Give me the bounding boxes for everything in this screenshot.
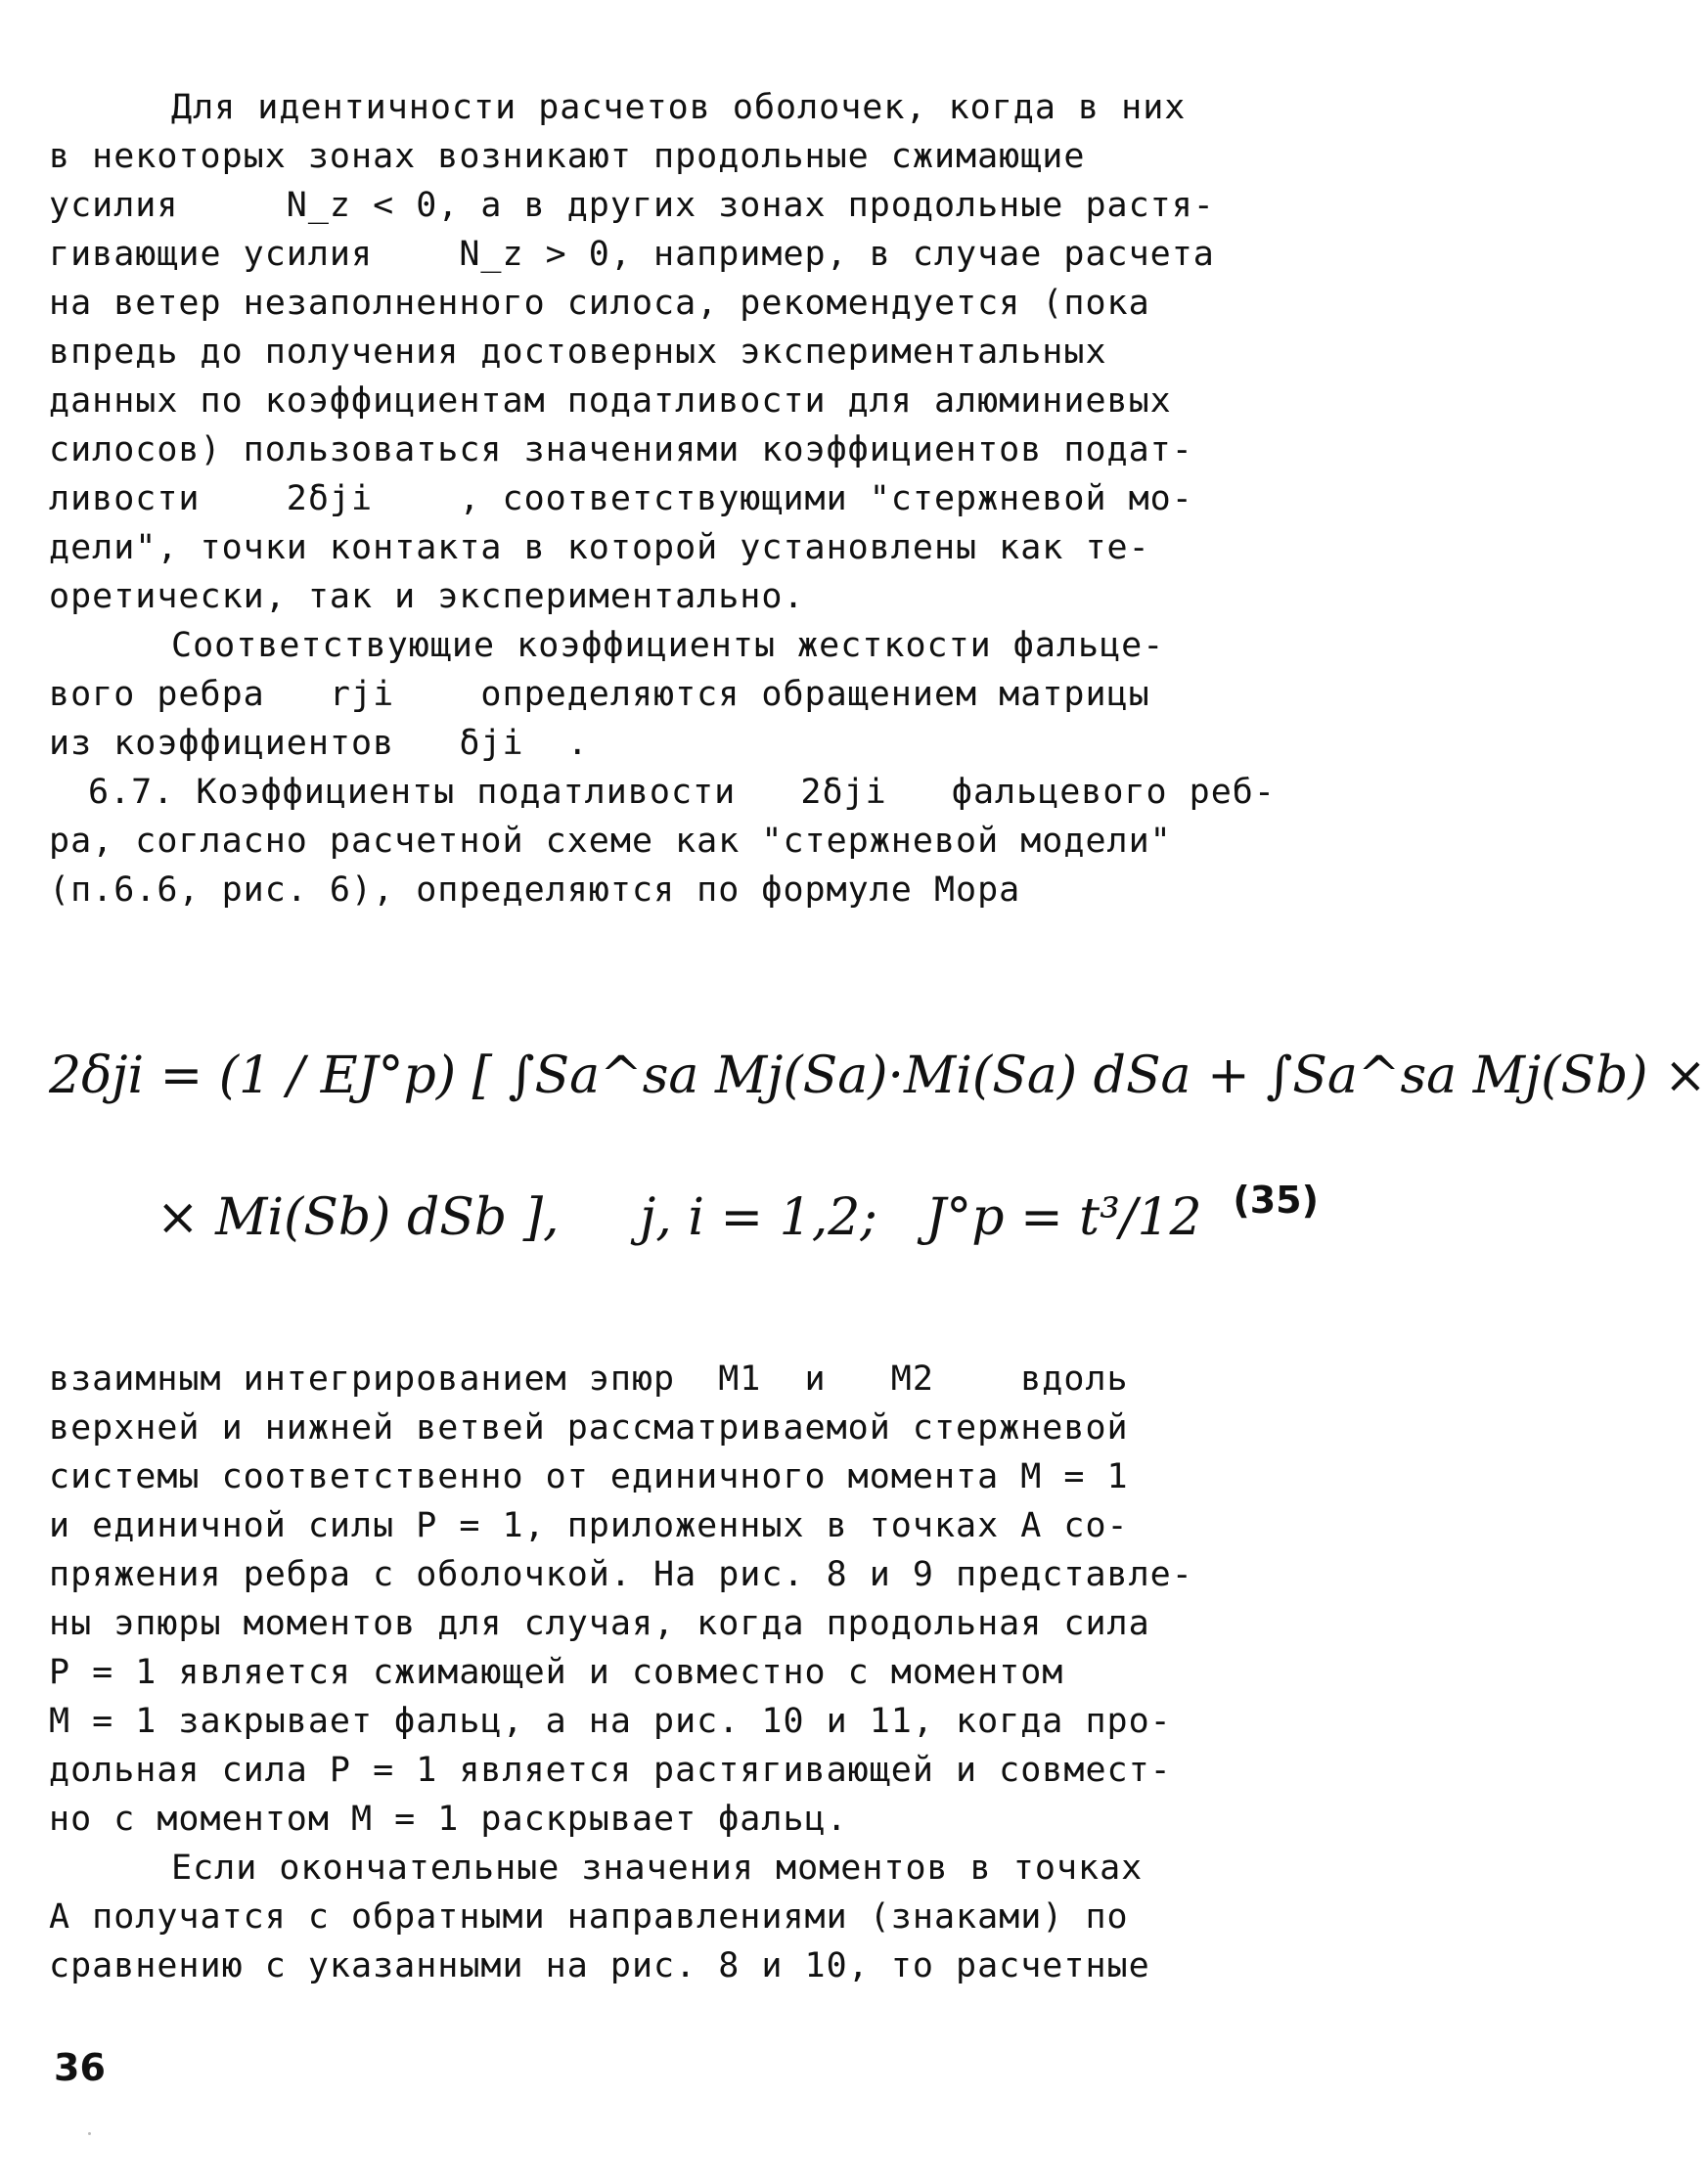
text-line: оретически, так и экспериментально. [49, 577, 805, 616]
text-line: ра, согласно расчетной схеме как "стержневой модели" [49, 822, 1172, 861]
text-line: и единичной силы Р = 1, приложенных в точках А со- [49, 1506, 1129, 1545]
text-line: дольная сила Р = 1 является растягивающей и совмест- [49, 1751, 1172, 1790]
text-line: ливости 2δji , соответствующими "стержневой мо- [49, 479, 1193, 518]
text-line: дели", точки контакта в которой установлены как те- [49, 528, 1150, 567]
equation-number: (35) [1233, 1179, 1319, 1222]
scan-speck [88, 2132, 91, 2135]
text-line: вого ребра rji определяются обращением матрицы [49, 675, 1150, 714]
text-line: Для идентичности расчетов оболочек, когда в них [171, 88, 1187, 127]
paragraph-5 [49, 1844, 1330, 1990]
text-line: сравнению с указанными на рис. 8 и 10, то расчетные [49, 1946, 1150, 1985]
text-line: ны эпюры моментов для случая, когда продольная сила [49, 1604, 1150, 1643]
formula-row-1: 2δji = (1 / EJ°p) [ ∫Sa^sa Mj(Sa)·Mi(Sa) dSa + ∫Sa^sa Mj(Sb) × [49, 1047, 1707, 1105]
text-line: силосов) пользоваться значениями коэффициентов подат- [49, 430, 1193, 469]
text-line: (п.6.6, рис. 6), определяются по формуле Мора [49, 870, 1021, 910]
text-line: в некоторых зонах возникают продольные сжимающие [49, 137, 1086, 176]
text-line: взаимным интегрированием эпюр M1 и M2 вдоль [49, 1359, 1129, 1399]
mohr-formula [49, 1027, 1707, 1320]
text-line: Р = 1 является сжимающей и совместно с моментом [49, 1653, 1064, 1692]
text-line: верхней и нижней ветвей рассматриваемой стержневой [49, 1408, 1129, 1448]
text-line: усилия N_z < 0, а в других зонах продольные растя- [49, 186, 1215, 225]
paragraph-1 [49, 83, 1330, 621]
text-line: пряжения ребра с оболочкой. На рис. 8 и 9 представле- [49, 1555, 1193, 1594]
page-number: 36 [54, 2046, 106, 2089]
text-line: из коэффициентов δji . [49, 724, 589, 763]
text-line: на ветер незаполненного силоса, рекомендуется (пока [49, 284, 1150, 323]
paragraph-4 [49, 1355, 1330, 1844]
text-line: данных по коэффициентам податливости для алюминиевых [49, 381, 1172, 421]
formula-row-2: × Mi(Sb) dSb ], j, i = 1,2; J°p = t³/12 [157, 1188, 1202, 1247]
text-line: Если окончательные значения моментов в точках [171, 1849, 1144, 1888]
text-line: впредь до получения достоверных экспериментальных [49, 333, 1107, 372]
paragraph-2 [49, 621, 1330, 768]
text-line: системы соответственно от единичного момента М = 1 [49, 1457, 1129, 1496]
text-line: А получатся с обратными направлениями (знаками) по [49, 1897, 1129, 1937]
text-line: М = 1 закрывает фальц, а на рис. 10 и 11, когда про- [49, 1702, 1172, 1741]
text-line: но с моментом М = 1 раскрывает фальц. [49, 1800, 848, 1839]
text-line: 6.7. Коэффициенты податливости 2δji фальцевого реб- [88, 773, 1276, 812]
text-line: гивающие усилия N_z > 0, например, в случае расчета [49, 235, 1215, 274]
paragraph-3 [49, 768, 1330, 914]
text-line: Соответствующие коэффициенты жесткости фальце- [171, 626, 1165, 665]
